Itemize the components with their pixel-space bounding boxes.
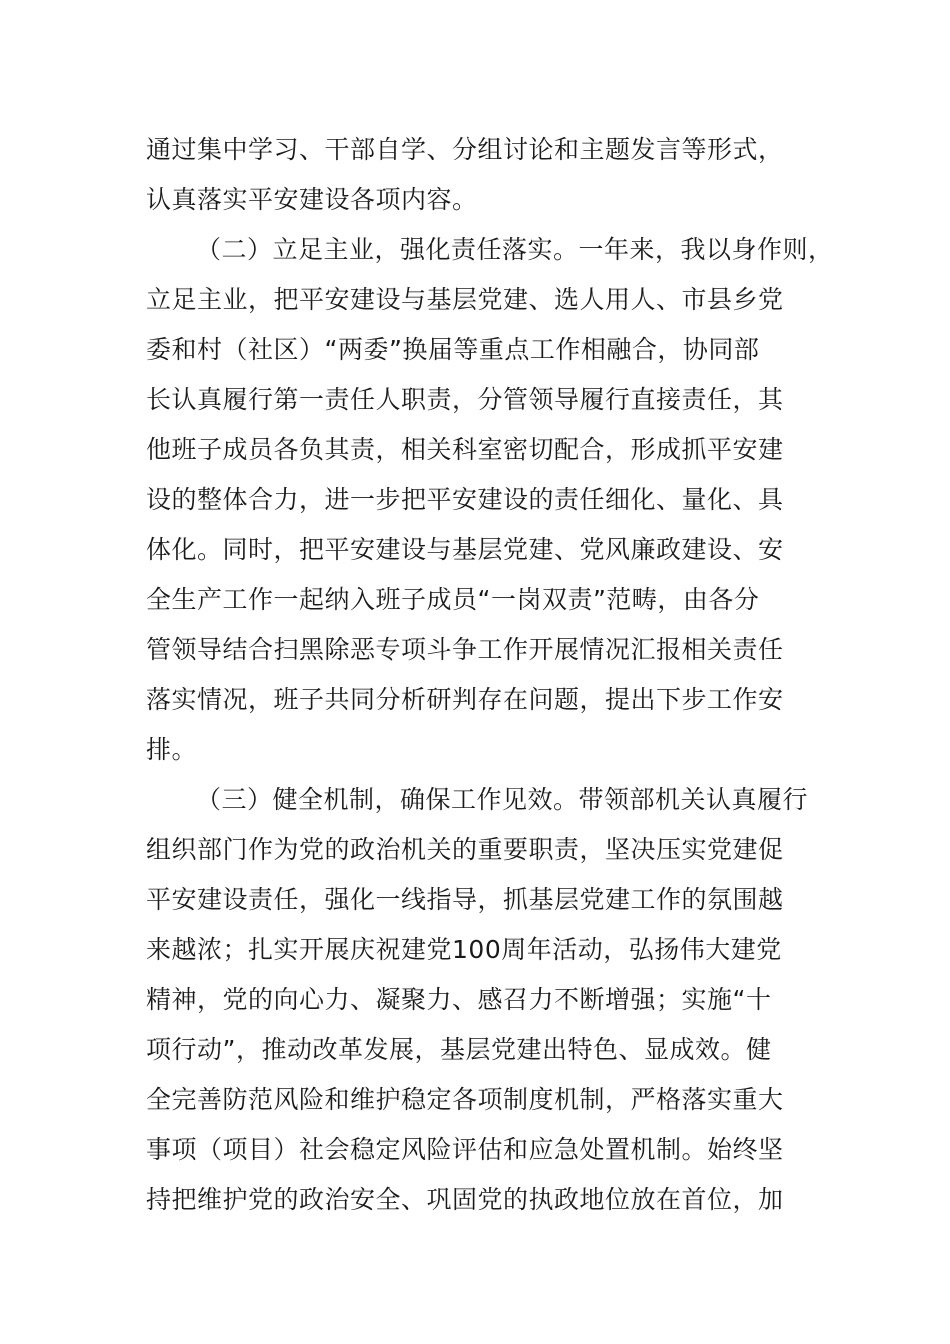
text-line: 排。 <box>146 735 198 764</box>
text-line: 通过集中学习、干部自学、分组讨论和主题发言等形式， <box>146 135 784 164</box>
text-line: 设的整体合力，进一步把平安建设的责任细化、量化、具 <box>146 485 784 514</box>
text-line: 全生产工作一起纳入班子成员“一岗双责”范畴，由各分 <box>146 585 760 614</box>
text-line: 体化。同时，把平安建设与基层党建、党风廉政建设、安 <box>146 535 784 564</box>
text-line: 立足主业，把平安建设与基层党建、选人用人、市县乡党 <box>146 285 784 314</box>
section-heading-line: （二）立足主业，强化责任落实。一年来，我以身作则， <box>196 235 834 264</box>
text-line: 委和村（社区）“两委”换届等重点工作相融合，协同部 <box>146 335 760 364</box>
text-line: 全完善防范风险和维护稳定各项制度机制，严格落实重大 <box>146 1085 784 1114</box>
text-line: 平安建设责任，强化一线指导，抓基层党建工作的氛围越 <box>146 885 784 914</box>
text-line: 精神，党的向心力、凝聚力、感召力不断增强；实施“十 <box>146 985 772 1014</box>
section-heading-line: （三）健全机制，确保工作见效。带领部机关认真履行 <box>196 785 809 814</box>
text-line: 落实情况，班子共同分析研判存在问题，提出下步工作安 <box>146 685 784 714</box>
text-line: 他班子成员各负其责，相关科室密切配合，形成抓平安建 <box>146 435 784 464</box>
text-line: 项行动”，推动改革发展，基层党建出特色、显成效。健 <box>146 1035 772 1064</box>
text-line: 长认真履行第一责任人职责，分管领导履行直接责任，其 <box>146 385 784 414</box>
text-line: 管领导结合扫黑除恶专项斗争工作开展情况汇报相关责任 <box>146 635 784 664</box>
text-line: 事项（项目）社会稳定风险评估和应急处置机制。始终坚 <box>146 1135 784 1164</box>
text-line: 认真落实平安建设各项内容。 <box>146 185 478 214</box>
text-line: 持把维护党的政治安全、巩固党的执政地位放在首位，加 <box>146 1185 784 1214</box>
text-line: 来越浓；扎实开展庆祝建党100周年活动，弘扬伟大建党 <box>146 935 782 964</box>
text-line: 组织部门作为党的政治机关的重要职责，坚决压实党建促 <box>146 835 784 864</box>
